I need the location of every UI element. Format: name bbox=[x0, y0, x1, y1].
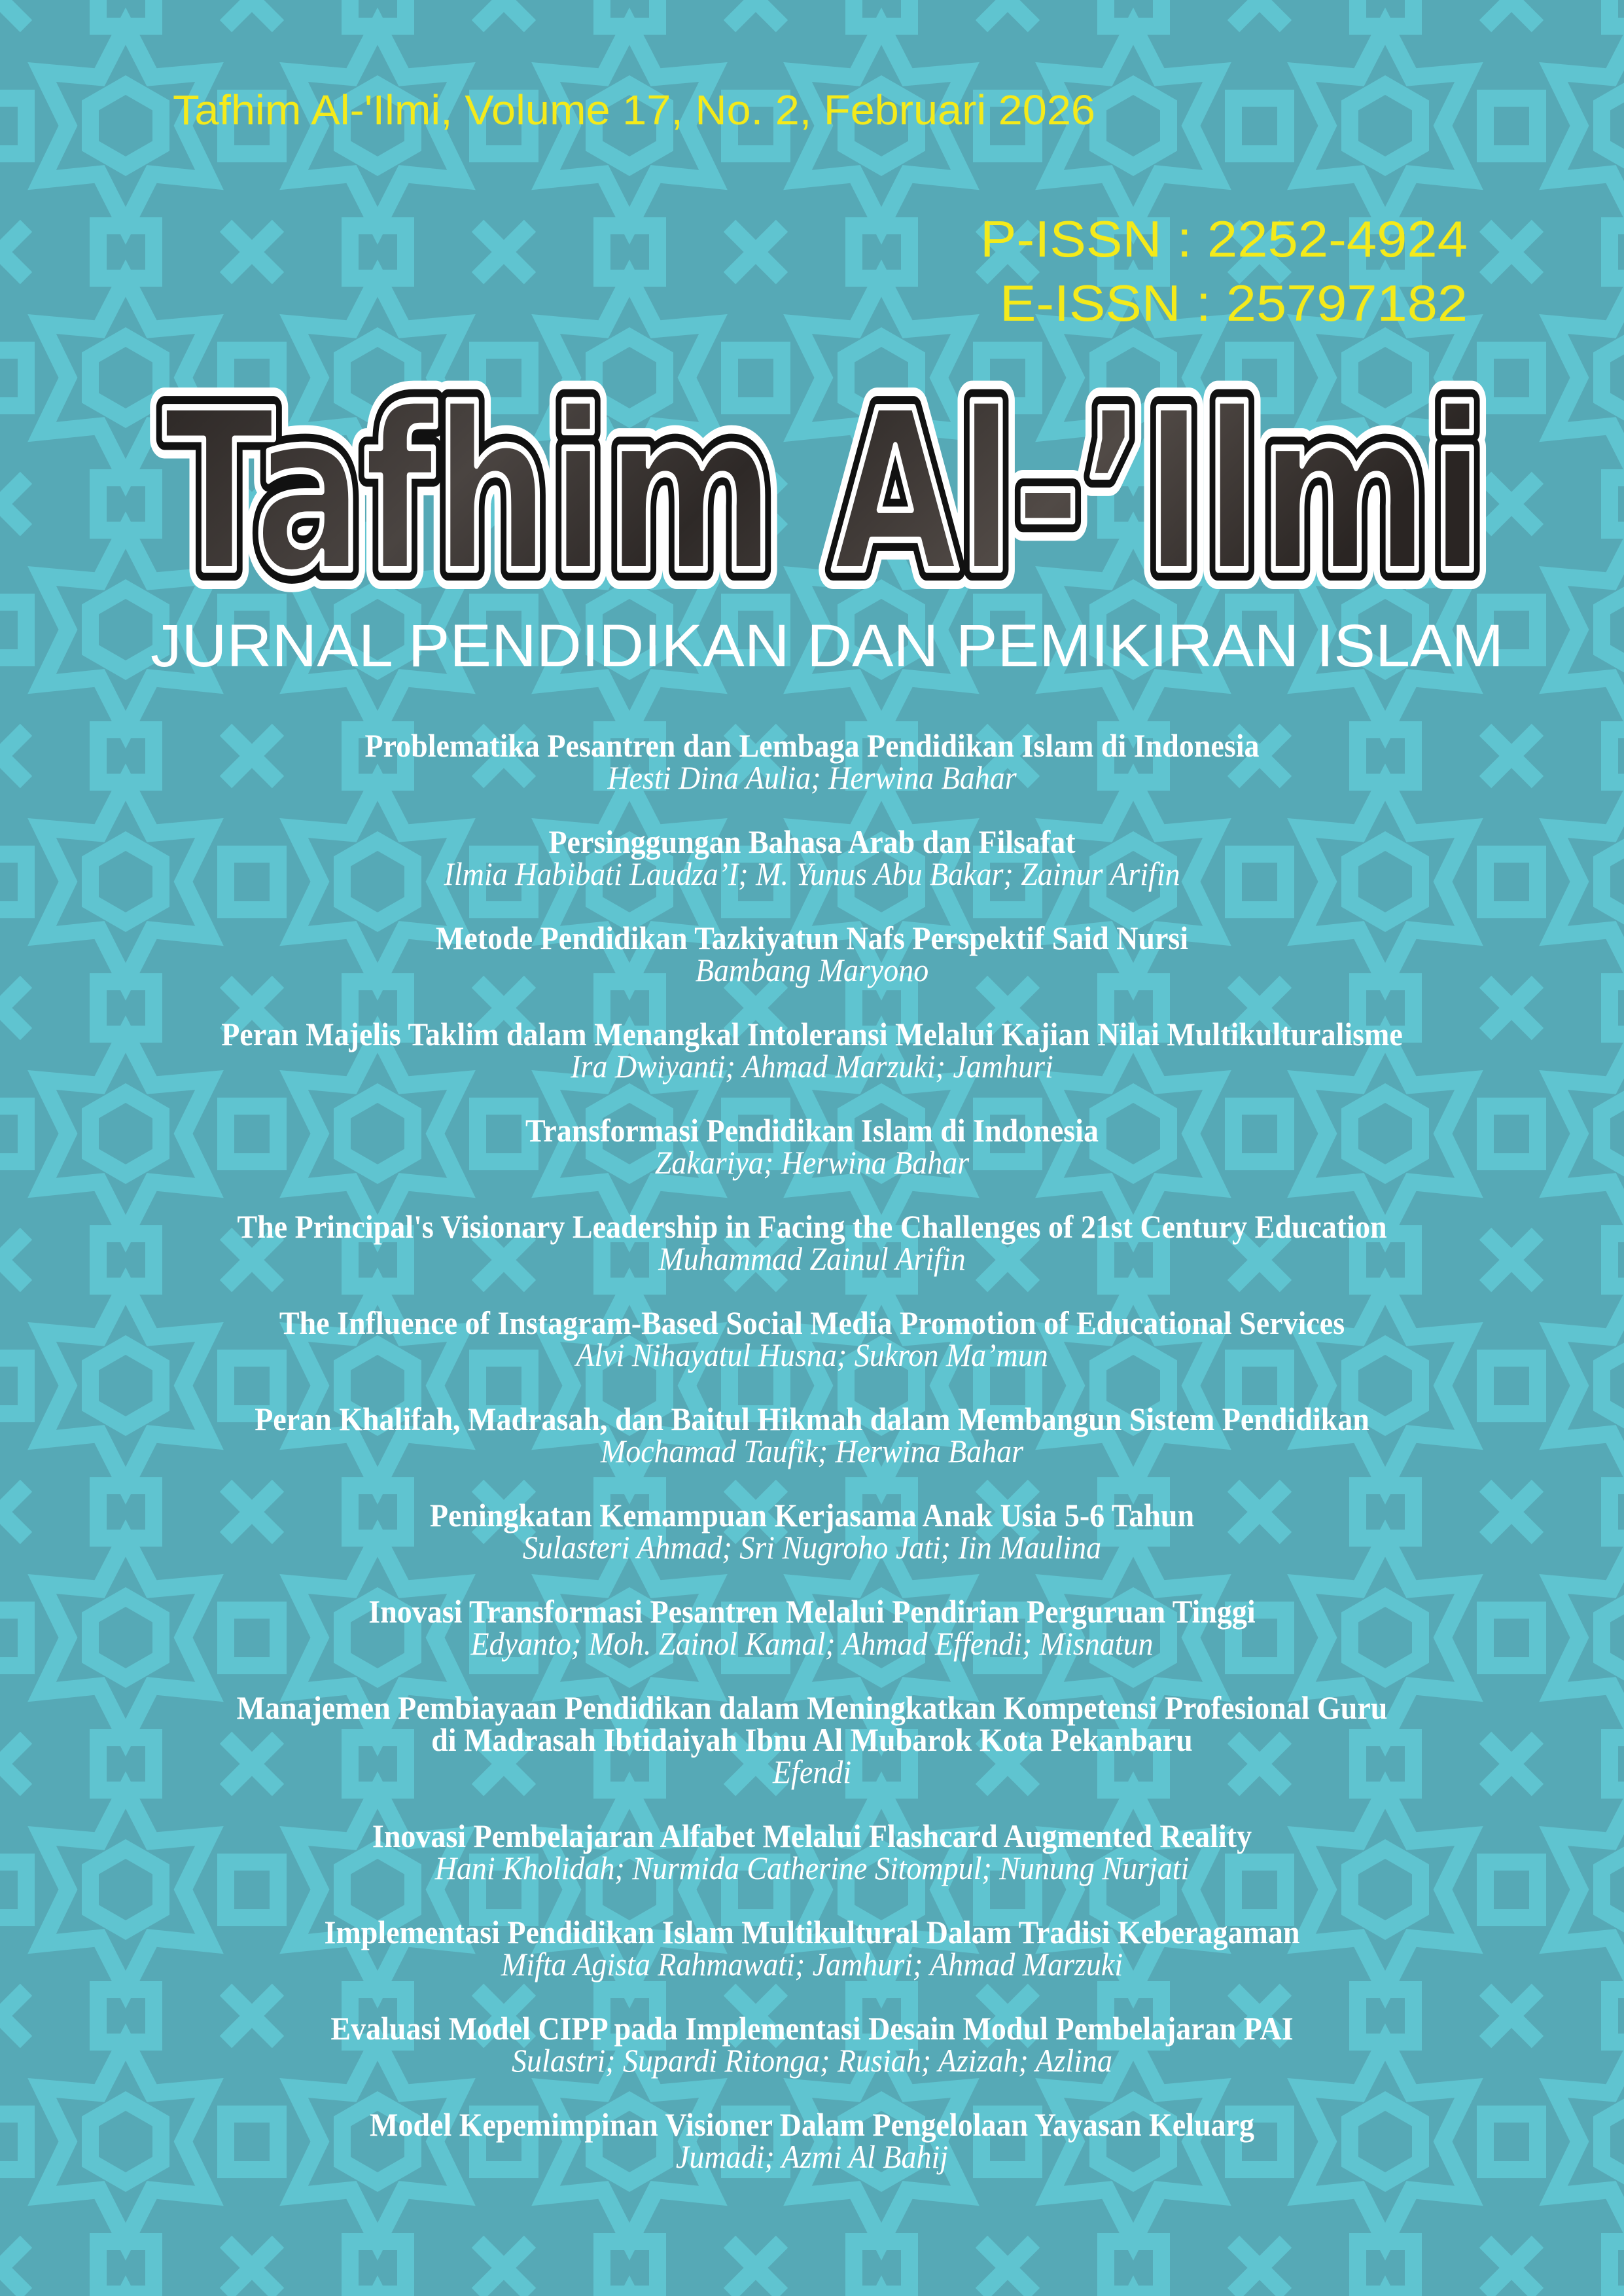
article-title: The Influence of Instagram-Based Social Media Promotion of Educational Services bbox=[279, 1304, 1345, 1341]
article-title: Inovasi Transformasi Pesantren Melalui Pendirian Perguruan Tinggi bbox=[368, 1593, 1256, 1630]
article-entry bbox=[0, 1304, 1624, 1373]
article-entry bbox=[0, 1689, 1624, 1790]
issue-line: Tafhim Al-'Ilmi, Volume 17, No. 2, Februari 2026 bbox=[173, 86, 1096, 134]
article-authors: Mochamad Taufik; Herwina Bahar bbox=[600, 1433, 1024, 1469]
table-of-contents bbox=[0, 727, 1624, 2205]
journal-title-logo-border: Tafhim Al-’Ilmi bbox=[164, 363, 1485, 622]
article-authors: Edyanto; Moh. Zainol Kamal; Ahmad Effendi; Misnatun bbox=[470, 1625, 1154, 1662]
article-title: Problematika Pesantren dan Lembaga Pendidikan Islam di Indonesia bbox=[364, 727, 1260, 764]
article-entry bbox=[0, 1112, 1624, 1181]
article-title: Peningkatan Kemampuan Kerjasama Anak Usia 5-6 Tahun bbox=[429, 1497, 1195, 1534]
article-title: Evaluasi Model CIPP pada Implementasi Desain Modul Pembelajaran PAI bbox=[330, 2010, 1294, 2047]
e-issn: E-ISSN : 25797182 bbox=[1000, 274, 1468, 332]
article-title: Transformasi Pendidikan Islam di Indonesia bbox=[525, 1112, 1099, 1149]
article-authors: Ilmia Habibati Laudza’I; M. Yunus Abu Bakar; Zainur Arifin bbox=[444, 855, 1180, 892]
cover-header bbox=[0, 0, 1624, 720]
article-authors: Sulasteri Ahmad; Sri Nugroho Jati; Iin Maulina bbox=[522, 1529, 1102, 1566]
article-entry bbox=[0, 1018, 1624, 1083]
article-authors: Efendi bbox=[772, 1753, 852, 1790]
article-title: Persinggungan Bahasa Arab dan Filsafat bbox=[548, 823, 1076, 860]
article-title: The Principal's Visionary Leadership in Facing the Challenges of 21st Century Education bbox=[237, 1208, 1387, 1245]
article-authors: Hani Kholidah; Nurmida Catherine Sitompul; Nunung Nurjati bbox=[434, 1850, 1190, 1886]
article-authors: Zakariya; Herwina Bahar bbox=[654, 1144, 970, 1181]
article-entry bbox=[0, 1916, 1624, 1981]
article-authors: Bambang Maryono bbox=[695, 952, 929, 988]
article-authors: Jumadi; Azmi Al Bahij bbox=[675, 2138, 949, 2175]
article-authors: Alvi Nihayatul Husna; Sukron Ma’mun bbox=[576, 1336, 1048, 1373]
article-entry bbox=[0, 1403, 1624, 1467]
p-issn: P-ISSN : 2252-4924 bbox=[980, 210, 1468, 268]
article-title: Peran Majelis Taklim dalam Menangkal Intoleransi Melalui Kajian Nilai Multikulturalisme bbox=[221, 1016, 1403, 1052]
journal-title-logo-outline: Tafhim Al-’Ilmi bbox=[164, 363, 1485, 622]
article-authors: Mifta Agista Rahmawati; Jamhuri; Ahmad Marzuki bbox=[501, 1946, 1123, 1982]
article-authors: Muhammad Zainul Arifin bbox=[658, 1240, 966, 1277]
article-entry bbox=[0, 727, 1624, 796]
article-entry bbox=[0, 2106, 1624, 2175]
article-title: Inovasi Pembelajaran Alfabet Melalui Flashcard Augmented Reality bbox=[372, 1818, 1252, 1854]
article-title: Metode Pendidikan Tazkiyatun Nafs Perspektif Said Nursi bbox=[435, 920, 1189, 956]
article-title: Model Kepemimpinan Visioner Dalam Pengelolaan Yayasan Keluarg bbox=[370, 2106, 1254, 2143]
article-entry bbox=[0, 1499, 1624, 1564]
journal-subtitle: JURNAL PENDIDIKAN DAN PEMIKIRAN ISLAM bbox=[150, 613, 1504, 679]
article-entry bbox=[0, 823, 1624, 892]
article-title-line2: di Madrasah Ibtidaiyah Ibnu Al Mubarok Kota Pekanbaru bbox=[431, 1721, 1193, 1758]
article-title: Manajemen Pembiayaan Pendidikan dalam Meningkatkan Kompetensi Profesional Guru bbox=[236, 1689, 1388, 1726]
article-authors: Hesti Dina Aulia; Herwina Bahar bbox=[607, 759, 1017, 796]
article-entry bbox=[0, 1593, 1624, 1662]
article-title: Peran Khalifah, Madrasah, dan Baitul Hikmah dalam Membangun Sistem Pendidikan bbox=[255, 1401, 1369, 1437]
article-entry bbox=[0, 2010, 1624, 2079]
article-title: Implementasi Pendidikan Islam Multikultural Dalam Tradisi Keberagaman bbox=[324, 1914, 1300, 1950]
article-authors: Ira Dwiyanti; Ahmad Marzuki; Jamhuri bbox=[571, 1048, 1053, 1085]
article-entry bbox=[0, 1820, 1624, 1884]
article-authors: Sulastri; Supardi Ritonga; Rusiah; Azizah; Azlina bbox=[512, 2042, 1112, 2079]
article-entry bbox=[0, 922, 1624, 986]
journal-title-logo: Tafhim Al-’Ilmi bbox=[164, 363, 1485, 622]
article-entry bbox=[0, 1208, 1624, 1277]
